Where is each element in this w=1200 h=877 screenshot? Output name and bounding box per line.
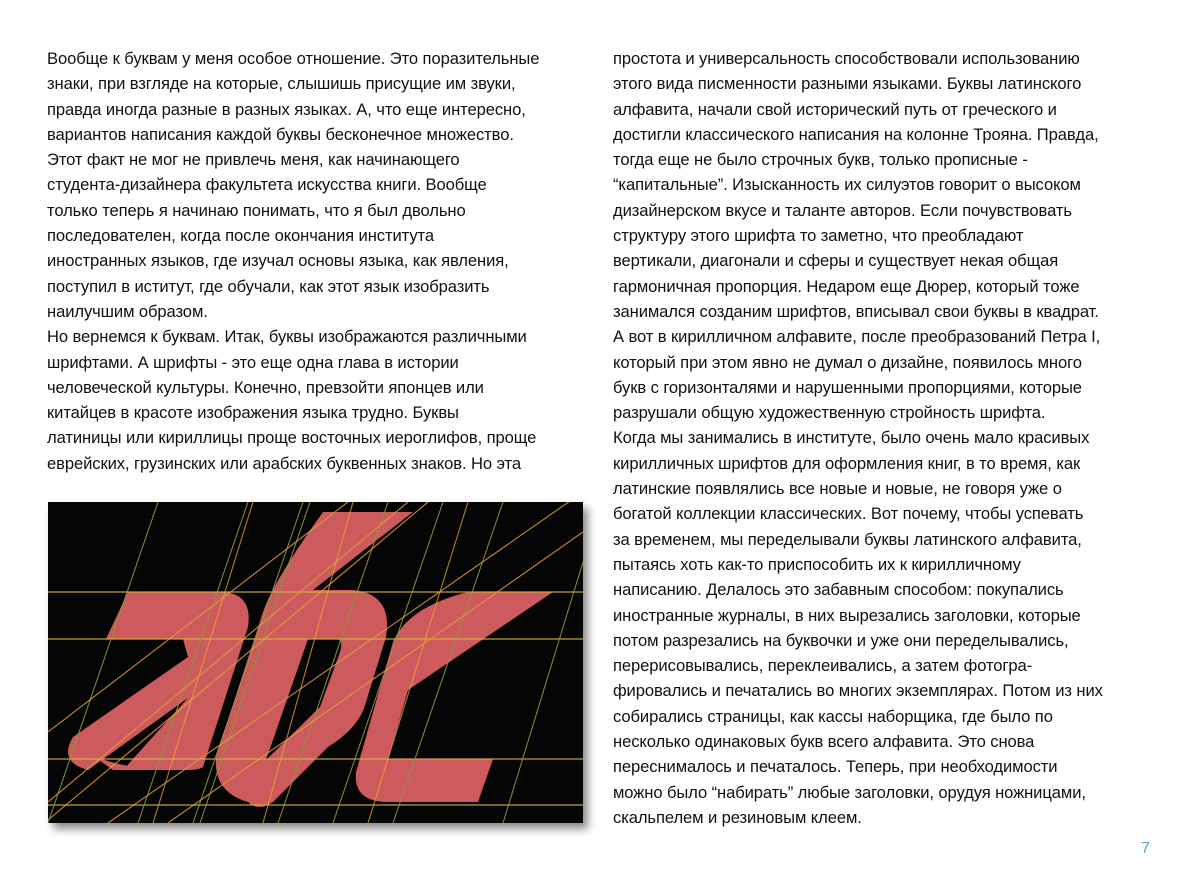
text-line: Вообще к буквам у меня особое отношение. Это поразительные	[47, 49, 540, 68]
text-line: разрушали общую художественную стройность шрифта.	[613, 403, 1046, 423]
text-line: перерисовывались, переклеивались, а затем фотогра-	[613, 656, 1033, 676]
text-line: Но вернемся к буквам. Итак, буквы изображаются различными	[47, 327, 527, 347]
text-line: латинские появлялись все новые и новые, не говоря уже о	[613, 479, 1062, 499]
lettering-illustration	[48, 502, 583, 823]
text-line: букв с горизонталями и нарушенными пропорциями, которые	[613, 377, 1082, 397]
text-line: можно было “набирать” любые заголовки, орудуя ножницами,	[613, 782, 1086, 802]
right-text-column	[613, 46, 1173, 830]
text-line: знаки, при взгляде на которые, слышишь присущие им звуки,	[47, 74, 516, 94]
text-line: несколько одинаковых букв всего алфавита. Это снова	[613, 732, 1035, 752]
text-line: фировались и печатались во многих экземплярах. Потом из них	[613, 681, 1103, 701]
text-line: скальпелем и резиновым клеем.	[613, 807, 862, 827]
text-line: собирались страницы, как кассы наборщика, где было по	[613, 706, 1053, 726]
text-line: студента-дизайнера факультета искусства книги. Вообще	[47, 175, 487, 195]
text-line: тогда еще не было строчных букв, только прописные -	[613, 150, 1028, 170]
text-line: богатой коллекции классических. Вот почему, чтобы успевать	[613, 504, 1084, 524]
text-line: достигли классического написания на колонне Трояна. Правда,	[613, 124, 1099, 144]
text-line: еврейских, грузинских или арабских буквенных знаков. Но эта	[47, 453, 521, 473]
text-line: который при этом явно не думал о дизайне, появилось много	[613, 352, 1082, 372]
text-line: этого вида писменности разными языками. Буквы латинского	[613, 74, 1082, 94]
text-line: потом разрезались на буквочки и уже они переделывались,	[613, 630, 1069, 650]
text-line: написанию. Делалось это забавным способом: покупались	[613, 580, 1064, 600]
text-line: иностранные журналы, в них вырезались заголовки, которые	[613, 605, 1081, 625]
text-line: шрифтами. А шрифты - это еще одна глава в истории	[47, 352, 459, 372]
text-line: поступил в иститут, где обучали, как этот язык изобразить	[47, 276, 490, 296]
text-line: гармоничная пропорция. Недаром еще Дюрер, который тоже	[613, 276, 1080, 296]
text-line: переснималось и печаталось. Теперь, при необходимости	[613, 757, 1058, 777]
abc-letterform-construction-icon	[48, 502, 583, 823]
text-line: структуру этого шрифта то заметно, что преобладают	[613, 226, 1024, 246]
page-number: 7	[1141, 840, 1150, 857]
text-line: правда иногда разные в разных языках. А, что еще интересно,	[47, 99, 526, 119]
left-text-column	[47, 46, 607, 476]
text-line: Когда мы занимались в институте, было очень мало красивых	[613, 428, 1090, 448]
text-line: вертикали, диагонали и сферы и существует некая общая	[613, 251, 1059, 271]
text-line: китайцев в красоте изображения языка трудно. Буквы	[47, 403, 459, 423]
text-line: последователен, когда после окончания института	[47, 226, 434, 246]
text-line: вариантов написания каждой буквы бесконечное множество.	[47, 124, 514, 144]
text-line: “капитальные”. Изысканность их силуэтов говорит о высоком	[613, 175, 1081, 195]
text-line: занимался созданим шрифтов, вписывал свои буквы в квадрат.	[613, 301, 1099, 321]
text-line: А вот в кирилличном алфавите, после преобразований Петра I,	[613, 327, 1101, 347]
text-line: латиницы или кириллицы проще восточных иероглифов, проще	[47, 428, 537, 448]
text-line: иностранных языков, где изучал основы языка, как явления,	[47, 251, 509, 271]
text-line: наилучшим образом.	[47, 301, 208, 321]
text-line: простота и универсальность способствовали использованию	[613, 49, 1080, 68]
text-line: кирилличных шрифтов для оформления книг, в то время, как	[613, 453, 1081, 473]
text-line: человеческой культуры. Конечно, превзойти японцев или	[47, 377, 484, 397]
text-line: за временем, мы переделывали буквы латинского алфавита,	[613, 529, 1082, 549]
text-line: пытаясь хоть как-то приспособить их к кирилличному	[613, 554, 1021, 574]
text-line: только теперь я начинаю понимать, что я был двольно	[47, 200, 466, 220]
text-line: алфавита, начали свой исторический путь от греческого и	[613, 99, 1057, 119]
text-line: дизайнерском вкусе и таланте авторов. Если почувствовать	[613, 200, 1072, 220]
text-line: Этот факт не мог не привлечь меня, как начинающего	[47, 150, 460, 170]
